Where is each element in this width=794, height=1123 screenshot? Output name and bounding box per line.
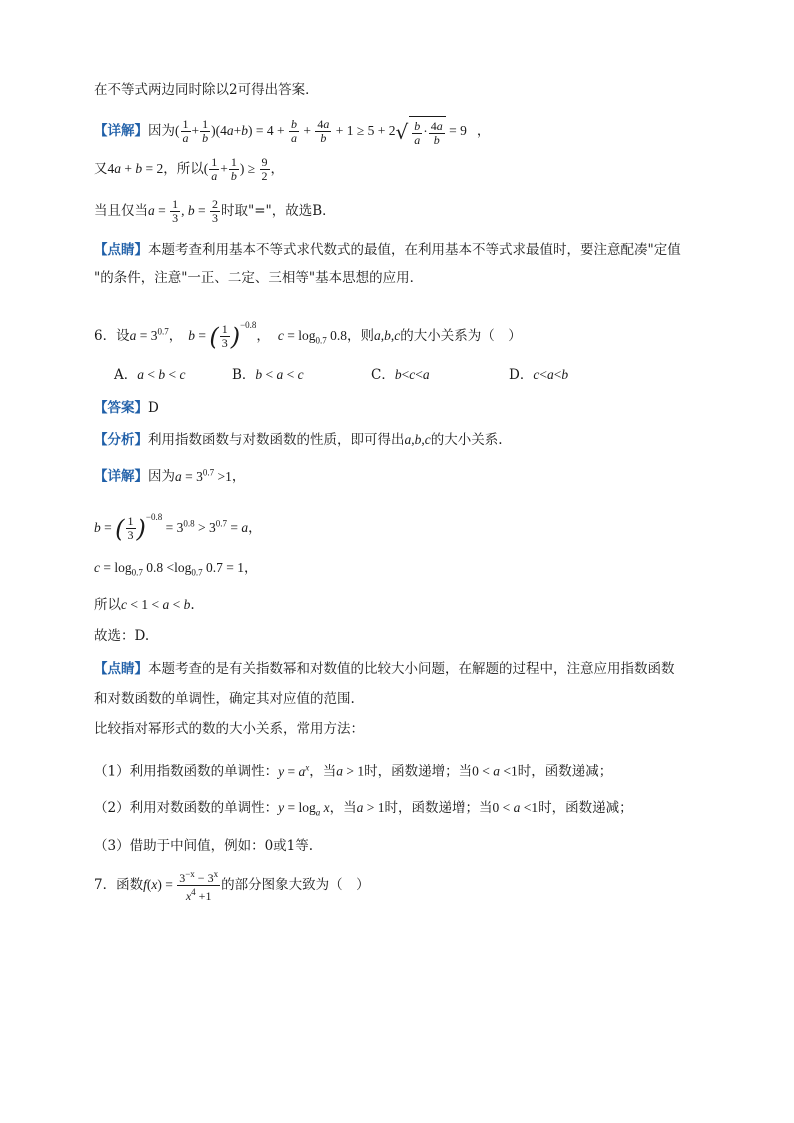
analysis-line xyxy=(94,430,503,450)
answer-line xyxy=(94,398,159,418)
text-line xyxy=(94,268,423,288)
text: ， xyxy=(270,161,285,177)
text: 时，函数递减； xyxy=(538,800,633,816)
option-label: C． xyxy=(371,367,395,383)
text: 的部分图象大致为（ ） xyxy=(221,877,370,893)
text-line xyxy=(94,80,319,100)
option-label: D． xyxy=(509,367,534,383)
text: ， xyxy=(168,328,183,344)
math-expression: a,b,c xyxy=(404,432,431,447)
math-expression: b < a < c xyxy=(255,367,304,382)
option-a[interactable] xyxy=(114,365,186,385)
option-c[interactable] xyxy=(371,365,430,385)
text: 的大小关系为（ ） xyxy=(400,328,522,344)
math-expression: 0 < a <1 xyxy=(492,800,539,815)
math-expression: $c = \log_{0.7} 0.8 <\log_{0.7}$ 0.7 = 1 xyxy=(94,560,244,578)
method-2 xyxy=(94,798,633,823)
math-expression: b = ( $\frac{1}{3}$ )$^{-0.8}$ xyxy=(188,320,257,351)
text: （1）利用指数函数的单调性： xyxy=(94,763,279,780)
text: 因为 xyxy=(148,468,175,485)
math-expression: f(x) = $\frac{3^{-x} - 3^x}{x^4 +1}$ xyxy=(143,869,219,904)
option-d[interactable] xyxy=(509,365,568,385)
text: ，当 xyxy=(309,763,337,780)
question-6 xyxy=(94,308,522,358)
math-expression: 4a + b = 2 xyxy=(107,161,164,176)
math-expression: 0 < a <1 xyxy=(472,763,518,779)
text: 又 xyxy=(94,161,108,177)
text: （3）借助于中间值，例如：0或1等. xyxy=(94,838,314,854)
math-expression: $a = 3^{0.7}$ xyxy=(129,326,169,343)
math-expression: ( $\frac{1}{a}$ + $\frac{1}{b}$ ) ≥ $\frac{9}{2}$ xyxy=(203,155,268,184)
math-expression: c<a<b xyxy=(533,367,569,382)
text-line xyxy=(94,689,355,709)
detail-tag: 【详解】 xyxy=(94,123,148,139)
math-expression: ( $\frac{1}{a}$ + $\frac{1}{b}$ )(4a+b) = 4 + $\frac{b}{a}$ + $\frac{4a}{b}$ + 1 ≥ 5 + 2√ $\frac{b}{a}$ · $\frac{4a}{b}$ = 9 xyxy=(175,117,467,147)
text: 的大小关系. xyxy=(430,432,503,448)
text: 本题考查利用基本不等式求代数式的最值，在利用基本不等式求最值时，要注意配凑"定值 xyxy=(148,242,681,258)
text-line xyxy=(94,719,364,739)
method-1 xyxy=(94,757,612,782)
math-expression: b<c<a xyxy=(394,367,430,382)
math-expression: b = ( $\frac{1}{3}$ )$^{-0.8} = 3^{0.8} > 3^{0.7} = a$ xyxy=(94,512,249,543)
text: ， xyxy=(256,328,270,344)
text: ，当 xyxy=(329,800,357,816)
text: 利用指数函数与对数函数的性质，即可得出 xyxy=(148,432,405,448)
text: 时，函数递减； xyxy=(517,763,613,780)
text: ，则 xyxy=(347,328,375,344)
comment-tag: 【点睛】 xyxy=(94,661,148,677)
text: 当且仅当 xyxy=(94,203,148,219)
text: 时，函数递增；当 xyxy=(364,763,473,780)
comment-tag: 【点睛】 xyxy=(94,242,148,258)
math-expression: a = $\frac{1}{3}$ , b = $\frac{2}{3}$ xyxy=(148,197,218,226)
answer-value: D xyxy=(148,400,159,416)
text: ，所以 xyxy=(163,161,204,177)
math-expression: a > 1 xyxy=(336,763,365,779)
math-expression: $a = 3^{0.7} >1$ xyxy=(175,467,232,484)
math-expression: c < 1 < a < b xyxy=(121,597,191,612)
math-expression: $y = \log_a x$ xyxy=(278,800,330,818)
text: （2）利用对数函数的单调性： xyxy=(94,800,279,816)
option-label: A． xyxy=(114,367,138,383)
text: 故选：D. xyxy=(94,628,150,644)
text-line xyxy=(94,626,149,646)
comment-line xyxy=(94,240,681,260)
text: 所以 xyxy=(94,597,121,613)
detail-line-q6: 【详解】因为$a = 3^{0.7} >1$， xyxy=(94,467,246,485)
text: 比较指对幂形式的数的大小关系，常用方法： xyxy=(94,721,364,737)
math-expression: $c = \log_{0.7} 0.8$ xyxy=(277,328,348,346)
method-3 xyxy=(94,836,313,856)
text: "的条件，注意"一正、二定、三相等"基本思想的应用． xyxy=(94,270,424,286)
detail-line-q5 xyxy=(94,116,490,147)
text: 时，函数递增；当 xyxy=(384,800,493,816)
question-number: 7．函数 xyxy=(94,877,144,893)
text-line xyxy=(94,196,336,226)
text: . xyxy=(190,597,195,613)
math-line: b = ( $\frac{1}{3}$ )$^{-0.8} = 3^{0.8} > 3^{0.7} = a$， xyxy=(94,512,262,543)
text: 时取"="，故选B． xyxy=(221,203,336,219)
question-number: 6．设 xyxy=(94,328,130,344)
math-expression: a < b < c xyxy=(137,367,186,382)
text: 因为 xyxy=(148,123,175,139)
comment-line xyxy=(94,659,675,679)
text: ， xyxy=(476,123,491,139)
question-7 xyxy=(94,868,370,903)
detail-tag: 【详解】 xyxy=(94,468,148,485)
text: 和对数函数的单调性，确定其对应值的范围. xyxy=(94,691,355,707)
answer-tag: 【答案】 xyxy=(94,400,148,416)
option-b[interactable] xyxy=(232,365,304,385)
math-expression: $y = a^x$ xyxy=(278,762,310,779)
math-expression: a > 1 xyxy=(356,800,385,815)
math-expression: a,b,c xyxy=(374,328,401,343)
text: 本题考查的是有关指数幂和对数值的比较大小问题，在解题的过程中，注意应用指数函数 xyxy=(148,661,675,677)
text-line xyxy=(94,154,284,184)
analysis-tag: 【分析】 xyxy=(94,432,148,448)
math-line: $c = \log_{0.7} 0.8 <\log_{0.7}$ 0.7 = 1， xyxy=(94,560,258,578)
text-line xyxy=(94,595,195,615)
option-label: B． xyxy=(232,367,256,383)
text: 在不等式两边同时除以2可得出答案． xyxy=(94,82,319,98)
